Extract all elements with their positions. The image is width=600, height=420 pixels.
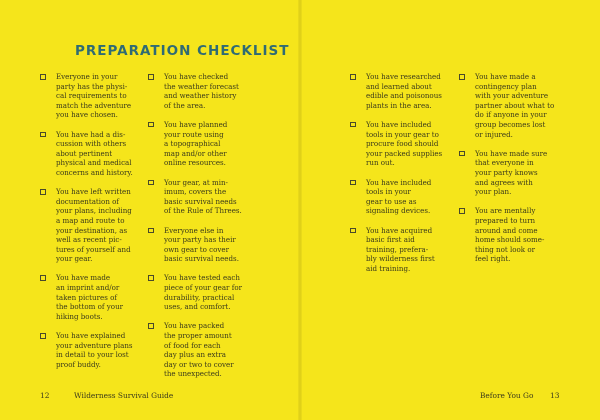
checklist-item-text: Everyone in your party has the physi- cal requirements to match the adventure you have chosen. <box>56 72 132 120</box>
checkbox-icon <box>459 74 465 80</box>
checklist-item <box>40 72 150 120</box>
checklist-item <box>148 226 260 264</box>
checklist-item <box>148 120 260 168</box>
checklist-item <box>459 149 575 197</box>
checkbox-icon <box>40 132 46 138</box>
checklist-item-text: You have acquired basic first aid training, prefera- bly wilderness first aid training. <box>366 225 435 273</box>
checklist-item <box>40 331 150 369</box>
checklist-item <box>40 187 150 264</box>
checklist-item-text: You have left written documentation of your plans, including a map and route to your destination, as well as recent pic- tures of yourself and your gear. <box>56 187 132 264</box>
checklist-item <box>148 72 260 110</box>
checkbox-icon <box>459 151 465 157</box>
checklist-item <box>148 321 260 379</box>
checklist-item <box>40 130 150 178</box>
running-title: Before You Go <box>480 391 534 400</box>
checkbox-icon <box>40 333 46 339</box>
checkbox-icon <box>148 228 154 234</box>
checklist-item <box>148 178 260 216</box>
checkbox-icon <box>350 74 356 80</box>
checkbox-icon <box>40 74 46 80</box>
checklist-item <box>350 178 462 216</box>
checklist-item-text: You have made an imprint and/or taken pictures of the bottom of your hiking boots. <box>56 273 124 321</box>
checkbox-icon <box>148 275 154 281</box>
checkbox-icon <box>148 74 154 80</box>
checklist-item-text: You have packed the proper amount of food for each day plus an extra day or two to cover the unexpected. <box>164 321 234 379</box>
checklist-item-text: You have checked the weather forecast and weather history of the area. <box>164 72 239 110</box>
checklist-item <box>40 273 150 321</box>
checklist-item-text: You have made a contingency plan with your adventure partner about what to do if anyone in your group becomes lost or injured. <box>475 72 555 139</box>
checklist-item <box>459 72 575 139</box>
page-title: PREPARATION CHECKLIST <box>75 43 290 59</box>
page-number: 13 <box>550 391 560 400</box>
checklist-column-4 <box>459 72 575 273</box>
checkbox-icon <box>40 189 46 195</box>
checkbox-icon <box>350 228 356 234</box>
checklist-column-1 <box>40 72 150 379</box>
checklist-item <box>459 206 575 264</box>
checklist-item-text: Your gear, at min- imum, covers the basic survival needs of the Rule of Threes. <box>164 177 242 216</box>
checkbox-icon <box>459 208 465 214</box>
checklist-item-text: You have made sure that everyone in your party knows and agrees with your plan. <box>475 148 548 197</box>
checkbox-icon <box>148 180 154 186</box>
checklist-item-text: You are mentally prepared to turn around and come home should some- thing not look or feel right. <box>475 206 545 264</box>
checklist-item-text: You have researched and learned about edible and poisonous plants in the area. <box>366 72 442 110</box>
checklist-item-text: Everyone else in your party has their own gear to cover basic survival needs. <box>164 225 239 264</box>
checklist-item <box>148 273 260 311</box>
checklist-column-3 <box>350 72 462 283</box>
checklist-item-text: You have planned your route using a topographical map and/or other online resources. <box>164 119 228 168</box>
checkbox-icon <box>350 122 356 128</box>
checklist-item-text: You have had a dis- cussion with others about pertinent physical and medical concerns and history. <box>56 129 133 177</box>
page-number: 12 <box>40 391 50 400</box>
checkbox-icon <box>148 122 154 128</box>
right-page <box>300 0 600 420</box>
checklist-item <box>350 226 462 274</box>
checkbox-icon <box>40 275 46 281</box>
running-title: Wilderness Survival Guide <box>74 391 174 400</box>
checklist-item <box>350 72 462 110</box>
checklist-item <box>350 120 462 168</box>
checklist-item-text: You have included tools in your gear to procure food should your packed supplies run out. <box>366 119 443 168</box>
checkbox-icon <box>148 323 154 329</box>
checklist-item-text: You have included tools in your gear to use as signaling devices. <box>366 177 432 216</box>
checklist-column-2 <box>148 72 260 389</box>
checklist-item-text: You have explained your adventure plans in detail to your lost proof buddy. <box>56 331 133 369</box>
checklist-item-text: You have tested each piece of your gear for durability, practical uses, and comfort. <box>164 273 242 312</box>
checkbox-icon <box>350 180 356 186</box>
